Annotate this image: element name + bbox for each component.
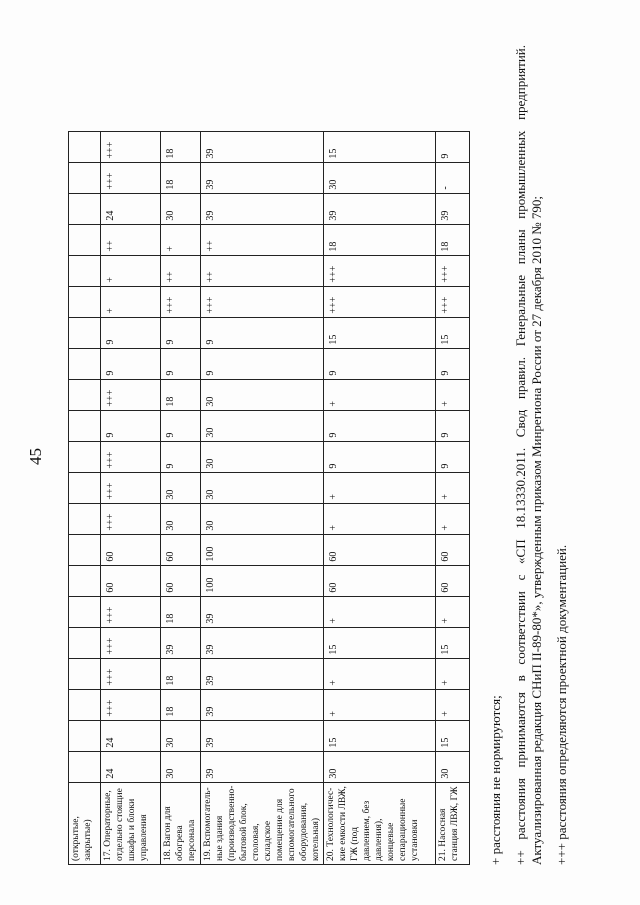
value-cell: 39: [201, 689, 324, 720]
value-cell: +: [436, 658, 470, 689]
value-cell: 60: [436, 534, 470, 565]
value-cell: 24: [101, 751, 161, 782]
value-cell: 30: [161, 193, 201, 224]
row-name-cell: 17. Операторные, отдельно стоящие шкафы и блоки управления: [101, 782, 161, 864]
row-name-cell: 18. Вагон для обогрева персонала: [161, 782, 201, 864]
row-name-cell: (открытые, закрытые): [69, 782, 101, 864]
value-cell: 100: [201, 534, 324, 565]
value-cell: +: [436, 379, 470, 410]
value-cell: 30: [161, 472, 201, 503]
footnotes: [488, 45, 579, 865]
value-cell: 39: [201, 596, 324, 627]
value-cell: 18: [161, 379, 201, 410]
value-cell: 15: [324, 720, 436, 751]
value-cell: 60: [161, 534, 201, 565]
value-cell: ++: [101, 224, 161, 255]
value-cell: [69, 410, 101, 441]
value-cell: [69, 193, 101, 224]
value-cell: 18: [436, 224, 470, 255]
value-cell: 30: [201, 503, 324, 534]
value-cell: 60: [436, 565, 470, 596]
value-cell: 30: [161, 503, 201, 534]
value-cell: ++: [201, 255, 324, 286]
value-cell: +: [324, 689, 436, 720]
value-cell: 9: [161, 410, 201, 441]
value-cell: 39: [201, 193, 324, 224]
value-cell: +++: [101, 441, 161, 472]
value-cell: 9: [324, 410, 436, 441]
value-cell: 39: [201, 751, 324, 782]
value-cell: [69, 503, 101, 534]
row-name-cell: 21. Насосная станция ЛВЖ, ГЖ: [436, 782, 470, 864]
value-cell: [69, 627, 101, 658]
value-cell: 9: [101, 410, 161, 441]
value-cell: [69, 720, 101, 751]
value-cell: 30: [201, 441, 324, 472]
value-cell: [69, 596, 101, 627]
value-cell: [69, 472, 101, 503]
value-cell: 30: [161, 751, 201, 782]
value-cell: +: [324, 658, 436, 689]
value-cell: +++: [101, 689, 161, 720]
value-cell: 18: [161, 596, 201, 627]
value-cell: 9: [161, 317, 201, 348]
value-cell: 9: [101, 348, 161, 379]
value-cell: 18: [161, 162, 201, 193]
value-cell: 15: [324, 131, 436, 162]
value-cell: 9: [101, 317, 161, 348]
value-cell: +: [161, 224, 201, 255]
value-cell: [69, 255, 101, 286]
value-cell: 30: [201, 410, 324, 441]
distance-table: [68, 131, 470, 865]
table-row: [161, 131, 201, 864]
value-cell: -: [436, 162, 470, 193]
value-cell: [69, 286, 101, 317]
value-cell: +: [101, 286, 161, 317]
value-cell: 39: [201, 131, 324, 162]
value-cell: 39: [436, 193, 470, 224]
value-cell: 30: [436, 751, 470, 782]
value-cell: 9: [436, 348, 470, 379]
footnote-plus: + расстояния не нормируются;: [488, 695, 503, 865]
value-cell: +++: [101, 131, 161, 162]
table-row: [201, 131, 324, 864]
value-cell: +++: [436, 286, 470, 317]
value-cell: +++: [201, 286, 324, 317]
table-row: [69, 131, 101, 864]
value-cell: 24: [101, 193, 161, 224]
value-cell: 18: [324, 224, 436, 255]
value-cell: 9: [161, 348, 201, 379]
value-cell: ++: [161, 255, 201, 286]
value-cell: +: [436, 503, 470, 534]
value-cell: [69, 534, 101, 565]
value-cell: 9: [324, 441, 436, 472]
value-cell: 30: [324, 162, 436, 193]
value-cell: +: [324, 503, 436, 534]
value-cell: 30: [324, 751, 436, 782]
value-cell: 15: [324, 627, 436, 658]
value-cell: +++: [101, 627, 161, 658]
table-row: [436, 131, 470, 864]
value-cell: 60: [324, 534, 436, 565]
value-cell: +++: [161, 286, 201, 317]
row-name-cell: 20. Технологичес- кие емкости ЛВЖ, ГЖ (под давлением, без давления), концевые сепарационные установки: [324, 782, 436, 864]
value-cell: +++: [324, 286, 436, 317]
value-cell: +: [324, 472, 436, 503]
value-cell: 30: [201, 379, 324, 410]
value-cell: +++: [101, 472, 161, 503]
value-cell: 30: [161, 720, 201, 751]
page-number: 45: [26, 448, 45, 465]
value-cell: 39: [201, 658, 324, 689]
value-cell: [69, 658, 101, 689]
value-cell: 9: [436, 131, 470, 162]
value-cell: 60: [101, 565, 161, 596]
footnote-triple-plus: +++ расстояния определяются проектной документацией.: [554, 544, 569, 865]
value-cell: +++: [101, 658, 161, 689]
value-cell: 18: [161, 658, 201, 689]
value-cell: [69, 565, 101, 596]
table-row: [324, 131, 436, 864]
value-cell: [69, 162, 101, 193]
value-cell: +: [436, 596, 470, 627]
value-cell: +: [101, 255, 161, 286]
value-cell: 18: [161, 131, 201, 162]
value-cell: +: [436, 689, 470, 720]
table-row: [101, 131, 161, 864]
value-cell: [69, 689, 101, 720]
value-cell: +++: [101, 596, 161, 627]
value-cell: [69, 224, 101, 255]
value-cell: 39: [161, 627, 201, 658]
value-cell: [69, 348, 101, 379]
value-cell: 39: [201, 162, 324, 193]
value-cell: +: [324, 596, 436, 627]
value-cell: 9: [161, 441, 201, 472]
row-name-cell: 19. Вспомогатель- ные здания (производственно- бытовой блок, столовая, складское помещение для вспомогательного оборудования, котельная): [201, 782, 324, 864]
value-cell: +++: [436, 255, 470, 286]
value-cell: [69, 317, 101, 348]
value-cell: [69, 441, 101, 472]
value-cell: 15: [436, 720, 470, 751]
value-cell: 15: [324, 317, 436, 348]
value-cell: +: [324, 379, 436, 410]
value-cell: 60: [161, 565, 201, 596]
value-cell: 9: [324, 348, 436, 379]
value-cell: +++: [101, 503, 161, 534]
value-cell: [69, 131, 101, 162]
value-cell: 39: [324, 193, 436, 224]
value-cell: 60: [101, 534, 161, 565]
value-cell: 24: [101, 720, 161, 751]
value-cell: [69, 379, 101, 410]
footnote-double-plus: ++ расстояния принимаются в соответствии с «СП 18.13330.2011. Свод правил. Генеральные планы промышленных предприятий. Актуализированная редакция СНиП II-89-80*», утвержденным приказом Минрегиона России от 27 декабря 2010 № 790;: [513, 45, 544, 865]
value-cell: 39: [201, 720, 324, 751]
value-cell: ++: [201, 224, 324, 255]
value-cell: 15: [436, 317, 470, 348]
value-cell: +++: [101, 379, 161, 410]
value-cell: 18: [161, 689, 201, 720]
value-cell: +: [436, 472, 470, 503]
value-cell: 9: [436, 441, 470, 472]
value-cell: 39: [201, 627, 324, 658]
value-cell: 100: [201, 565, 324, 596]
value-cell: 15: [436, 627, 470, 658]
value-cell: +++: [101, 162, 161, 193]
value-cell: [69, 751, 101, 782]
value-cell: 30: [201, 472, 324, 503]
value-cell: 9: [201, 348, 324, 379]
value-cell: +++: [324, 255, 436, 286]
value-cell: 9: [436, 410, 470, 441]
value-cell: 9: [201, 317, 324, 348]
value-cell: 60: [324, 565, 436, 596]
